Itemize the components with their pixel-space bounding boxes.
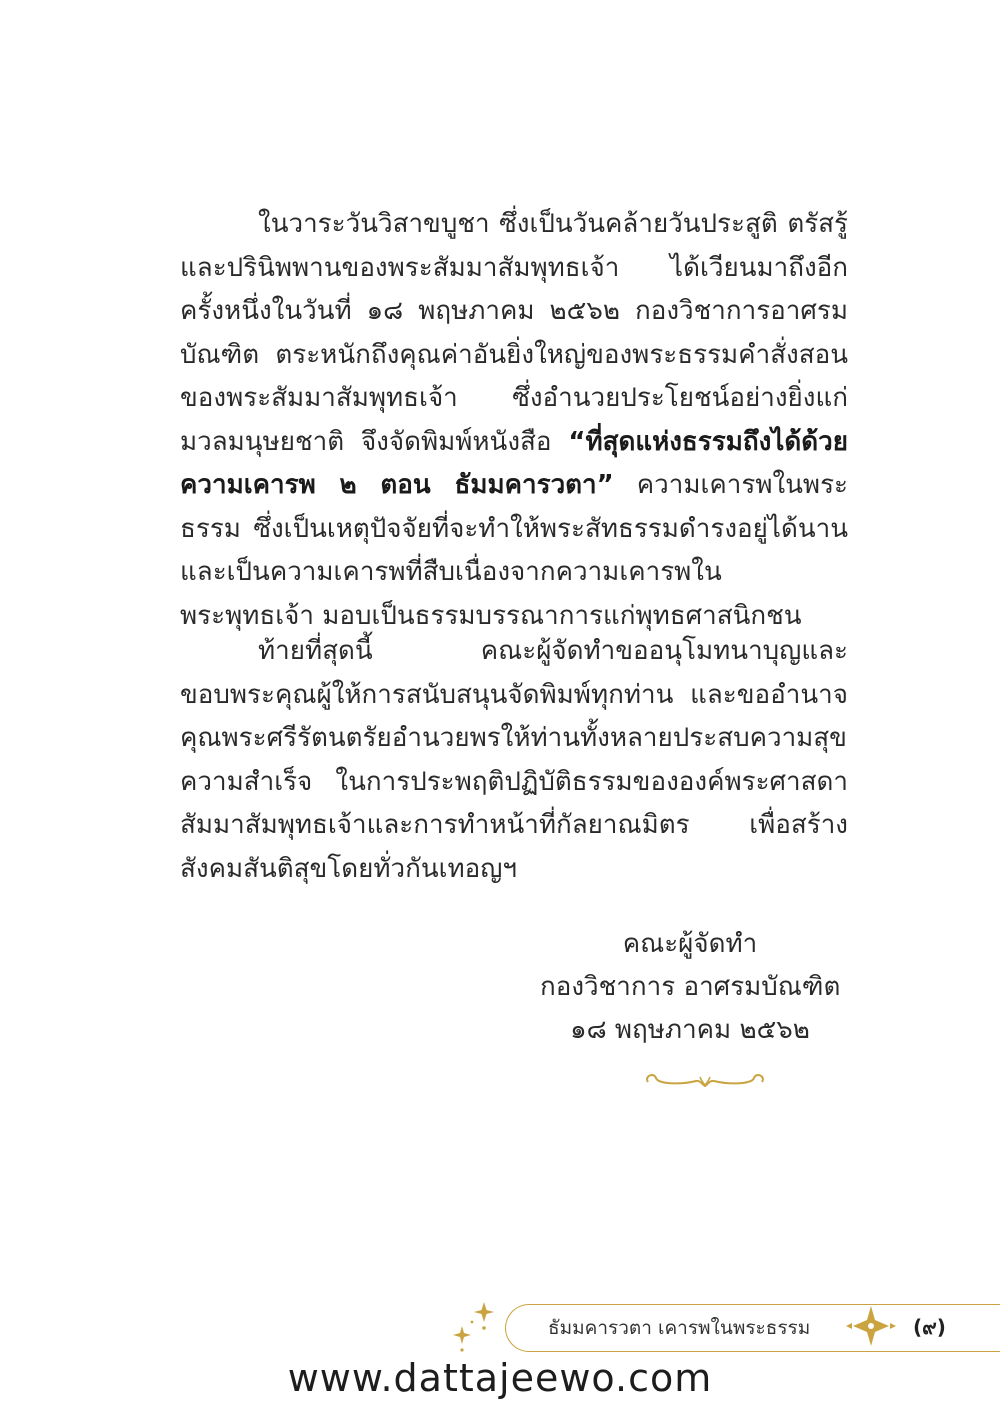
signature-authors: คณะผู้จัดทำ <box>622 929 758 959</box>
signature-block <box>540 923 840 1052</box>
closing-paragraph <box>180 630 848 891</box>
signature-organization: กองวิชาการ อาศรมบัณฑิต <box>540 972 841 1002</box>
sparkle-ornament-icon <box>448 1300 498 1356</box>
intro-text-start: ในวาระวันวิสาขบูชา ซึ่งเป็นวันคล้ายวันประสูติ ตรัสรู้ และปรินิพพานของพระสัมมาสัมพุทธเจ้า ได้เวียนมาถึงอีกครั้งหนึ่งในวันที่ ๑๘ พฤษภาคม ๒๕๖๒ กองวิชาการอาศรมบัณฑิต ตระหนักถึงคุณค่าอันยิ่งใหญ่ของพระธรรมคำสั่งสอนของพระสัมมาสัมพุทธเจ้า ซึ่งอำนวยประโยชน์อย่างยิ่งแก่มวลมนุษยชาติ จึงจัดพิมพ์หนังสือ <box>180 209 848 457</box>
closing-text: ท้ายที่สุดนี้ คณะผู้จัดทำขออนุโมทนาบุญและขอบพระคุณผู้ให้การสนับสนุนจัดพิมพ์ทุกท่าน และขออำนาจคุณพระศรีรัตนตรัยอำนวยพรให้ท่านทั้งหลายประสบความสุขความสำเร็จ ในการประพฤติปฏิบัติธรรมขององค์พระศาสดาสัมมาสัมพุทธเจ้าและการทำหน้าที่กัลยาณมิตร เพื่อสร้างสังคมสันติสุขโดยทั่วกันเทอญฯ <box>180 636 848 884</box>
intro-text-end: ความเคารพในพระธรรม ซึ่งเป็นเหตุปัจจัยที่จะทำให้พระสัทธรรมดำรงอยู่ได้นาน และเป็นความเคารพที่สืบเนื่องจากความเคารพในพระพุทธเจ้า มอบเป็นธรรมบรรณาการแก่พุทธศาสนิกชน <box>180 470 848 631</box>
footer-book-title: ธัมมคารวตา เคารพในพระธรรม <box>548 1317 811 1339</box>
star-ornament-icon <box>842 1304 900 1348</box>
page-number: (๙) <box>913 1315 946 1339</box>
signature-date: ๑๘ พฤษภาคม ๒๕๖๒ <box>570 1015 810 1045</box>
website-watermark: www.dattajeewo.com <box>287 1356 713 1400</box>
intro-paragraph <box>180 203 848 638</box>
flourish-ornament-icon <box>640 1066 770 1092</box>
book-title: “ที่สุดแห่งธรรมถึงได้ด้วยความเคารพ ๒ ตอน ธัมมคารวตา” <box>180 426 848 500</box>
